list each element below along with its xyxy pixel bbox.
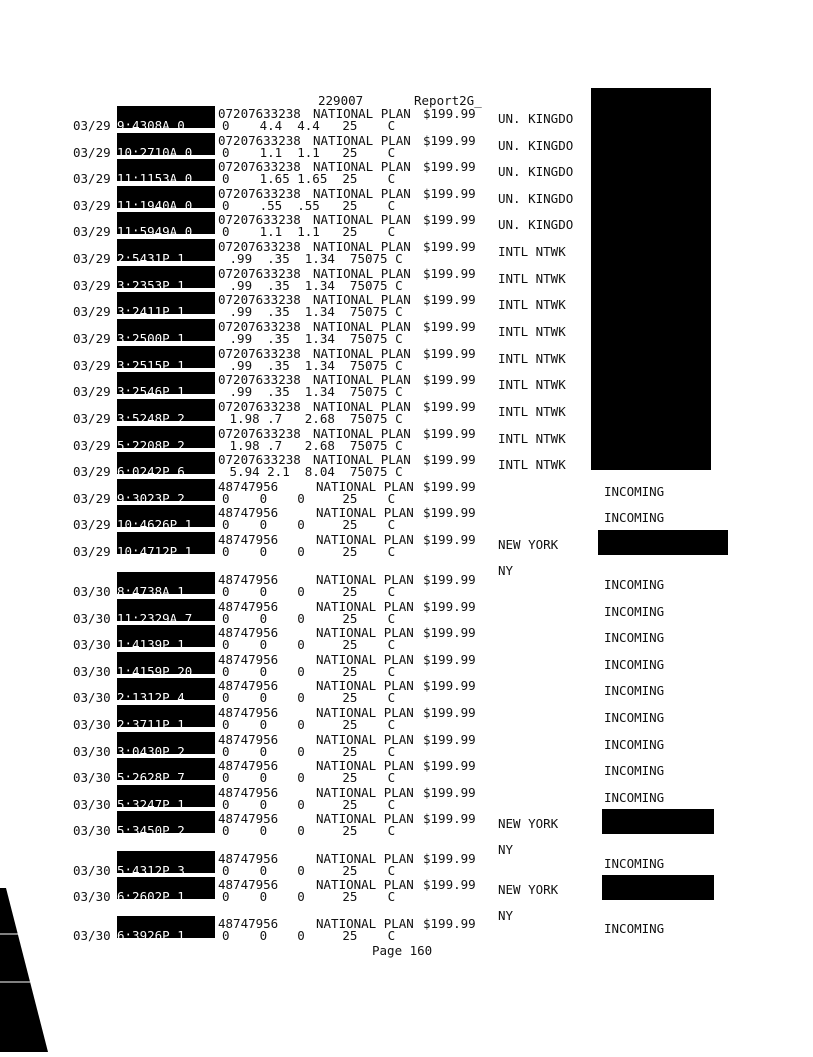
call-date: 03/30 [73, 664, 111, 679]
call-phone: 07207633238 [218, 426, 301, 441]
call-amount: $199.99 [423, 732, 476, 747]
call-date: 03/30 [73, 611, 111, 626]
call-phone: 07207633238 [218, 319, 301, 334]
call-plan: NATIONAL PLAN [316, 705, 414, 720]
call-plan: NATIONAL PLAN [316, 678, 414, 693]
call-amount: $199.99 [423, 346, 476, 361]
call-type: INCOMING [604, 737, 665, 752]
call-phone: 48747956 [218, 599, 279, 614]
call-date: 03/30 [73, 889, 111, 904]
call-time: 3:2353P 1 [117, 279, 185, 289]
call-date: 03/29 [73, 171, 111, 186]
call-values: 0 1.65 1.65 25 C [222, 171, 396, 186]
call-values: 0 0 0 25 C [222, 823, 396, 838]
call-date: 03/29 [73, 145, 111, 160]
redaction-block-right [602, 875, 714, 900]
call-location: UN. KINGDO [498, 138, 574, 153]
call-values: 0 0 0 25 C [222, 928, 396, 943]
call-phone: 48747956 [218, 532, 279, 547]
call-location: UN. KINGDO [498, 217, 574, 232]
call-phone: 07207633238 [218, 212, 301, 227]
call-values: 0 0 0 25 C [222, 717, 396, 732]
call-time: 5:2208P 2 [117, 439, 185, 449]
call-amount: $199.99 [423, 452, 476, 467]
call-values: 0 0 0 25 C [222, 664, 396, 679]
call-phone: 48747956 [218, 851, 279, 866]
call-phone: 07207633238 [218, 239, 301, 254]
call-time: 11:1153A 0 [117, 172, 193, 182]
call-date: 03/30 [73, 928, 111, 943]
call-values: 0 0 0 25 C [222, 584, 396, 599]
call-type: INCOMING [604, 763, 665, 778]
call-type: INCOMING [604, 577, 665, 592]
call-amount: $199.99 [423, 239, 476, 254]
call-time: 3:2546P 1 [117, 385, 185, 395]
call-location: INTL NTWK [498, 244, 566, 259]
call-amount: $199.99 [423, 106, 476, 121]
call-type: INCOMING [604, 630, 665, 645]
call-values: 0 0 0 25 C [222, 744, 396, 759]
call-location-state: NY [498, 908, 514, 923]
call-phone: 07207633238 [218, 452, 301, 467]
call-values: 0 0 0 25 C [222, 544, 396, 559]
call-plan: NATIONAL PLAN [316, 811, 414, 826]
report-doc-id: 229007 [318, 93, 364, 108]
call-date: 03/30 [73, 717, 111, 732]
call-amount: $199.99 [423, 811, 476, 826]
call-amount: $199.99 [423, 877, 476, 892]
call-type: INCOMING [604, 604, 665, 619]
call-date: 03/29 [73, 464, 111, 479]
call-time: 5:2628P 7 [117, 771, 185, 781]
call-type: INCOMING [604, 856, 665, 871]
call-type: INCOMING [604, 657, 665, 672]
call-amount: $199.99 [423, 426, 476, 441]
call-amount: $199.99 [423, 133, 476, 148]
call-time: 9:3023P 2 [117, 492, 185, 502]
call-values: 0 .55 .55 25 C [222, 198, 396, 213]
call-values: 0 0 0 25 C [222, 770, 396, 785]
call-date: 03/29 [73, 251, 111, 266]
call-phone: 48747956 [218, 505, 279, 520]
call-time: 3:0430P 2 [117, 745, 185, 755]
call-plan: NATIONAL PLAN [316, 758, 414, 773]
call-plan: NATIONAL PLAN [313, 452, 411, 467]
call-values: 0 0 0 25 C [222, 690, 396, 705]
call-date: 03/29 [73, 304, 111, 319]
call-values: .99 .35 1.34 75075 C [222, 384, 403, 399]
call-phone: 48747956 [218, 652, 279, 667]
call-time: 10:4626P 1 [117, 518, 193, 528]
call-location: INTL NTWK [498, 404, 566, 419]
call-amount: $199.99 [423, 599, 476, 614]
call-location: NEW YORK [498, 537, 559, 552]
call-amount: $199.99 [423, 916, 476, 931]
call-values: 0 1.1 1.1 25 C [222, 224, 396, 239]
call-phone: 48747956 [218, 625, 279, 640]
call-values: 1.98 .7 2.68 75075 C [222, 411, 403, 426]
call-type: INCOMING [604, 921, 665, 936]
call-plan: NATIONAL PLAN [313, 372, 411, 387]
call-plan: NATIONAL PLAN [313, 239, 411, 254]
call-amount: $199.99 [423, 319, 476, 334]
call-type: INCOMING [604, 710, 665, 725]
call-date: 03/29 [73, 118, 111, 133]
page-number: Page 160 [372, 943, 433, 958]
call-values: 0 0 0 25 C [222, 491, 396, 506]
call-time: 5:3247P 1 [117, 798, 185, 808]
call-time: 6:3926P 1 [117, 929, 185, 939]
call-phone: 07207633238 [218, 266, 301, 281]
call-values: .99 .35 1.34 75075 C [222, 304, 403, 319]
call-values: 0 0 0 25 C [222, 863, 396, 878]
call-location: INTL NTWK [498, 271, 566, 286]
call-plan: NATIONAL PLAN [313, 319, 411, 334]
call-phone: 48747956 [218, 732, 279, 747]
call-values: 0 0 0 25 C [222, 637, 396, 652]
call-date: 03/30 [73, 690, 111, 705]
call-location: UN. KINGDO [498, 111, 574, 126]
call-plan: NATIONAL PLAN [316, 916, 414, 931]
call-time: 8:4738A 1 [117, 585, 185, 595]
call-phone: 07207633238 [218, 399, 301, 414]
call-values: 0 0 0 25 C [222, 889, 396, 904]
call-time: 3:5248P 2 [117, 412, 185, 422]
call-date: 03/29 [73, 411, 111, 426]
call-date: 03/30 [73, 863, 111, 878]
call-values: 0 4.4 4.4 25 C [222, 118, 396, 133]
call-plan: NATIONAL PLAN [316, 732, 414, 747]
call-location: INTL NTWK [498, 431, 566, 446]
call-time: 11:2329A 7 [117, 612, 193, 622]
call-plan: NATIONAL PLAN [316, 652, 414, 667]
call-phone: 48747956 [218, 811, 279, 826]
call-location: INTL NTWK [498, 351, 566, 366]
call-location: UN. KINGDO [498, 191, 574, 206]
call-amount: $199.99 [423, 532, 476, 547]
call-amount: $199.99 [423, 572, 476, 587]
call-date: 03/29 [73, 544, 111, 559]
call-values: 5.94 2.1 8.04 75075 C [222, 464, 403, 479]
call-amount: $199.99 [423, 372, 476, 387]
call-location-state: NY [498, 842, 514, 857]
call-phone: 48747956 [218, 572, 279, 587]
call-phone: 07207633238 [218, 106, 301, 121]
call-time: 11:1940A 0 [117, 199, 193, 209]
call-plan: NATIONAL PLAN [316, 505, 414, 520]
call-amount: $199.99 [423, 625, 476, 640]
report-name: Report2G_ [414, 93, 482, 108]
call-location: NEW YORK [498, 882, 559, 897]
call-date: 03/29 [73, 278, 111, 293]
call-amount: $199.99 [423, 758, 476, 773]
call-phone: 48747956 [218, 678, 279, 693]
call-time: 9:4308A 0 [117, 119, 185, 129]
call-time: 2:1312P 4 [117, 691, 185, 701]
call-plan: NATIONAL PLAN [316, 599, 414, 614]
call-plan: NATIONAL PLAN [313, 426, 411, 441]
call-type: INCOMING [604, 683, 665, 698]
call-plan: NATIONAL PLAN [316, 479, 414, 494]
redaction-block-right [598, 530, 728, 555]
call-date: 03/30 [73, 637, 111, 652]
call-amount: $199.99 [423, 479, 476, 494]
call-date: 03/30 [73, 823, 111, 838]
call-date: 03/29 [73, 358, 111, 373]
call-plan: NATIONAL PLAN [313, 212, 411, 227]
call-values: 0 1.1 1.1 25 C [222, 145, 396, 160]
call-time: 5:3450P 2 [117, 824, 185, 834]
redaction-block-right [602, 809, 714, 834]
call-amount: $199.99 [423, 159, 476, 174]
call-time: 3:2500P 1 [117, 332, 185, 342]
call-plan: NATIONAL PLAN [313, 133, 411, 148]
call-amount: $199.99 [423, 652, 476, 667]
call-location: INTL NTWK [498, 457, 566, 472]
call-time: 3:2411P 1 [117, 305, 185, 315]
call-phone: 48747956 [218, 479, 279, 494]
call-amount: $199.99 [423, 678, 476, 693]
call-values: 0 0 0 25 C [222, 797, 396, 812]
call-values: .99 .35 1.34 75075 C [222, 251, 403, 266]
call-time: 6:2602P 1 [117, 890, 185, 900]
call-amount: $199.99 [423, 266, 476, 281]
call-location: UN. KINGDO [498, 164, 574, 179]
call-amount: $199.99 [423, 505, 476, 520]
call-date: 03/30 [73, 584, 111, 599]
call-plan: NATIONAL PLAN [316, 625, 414, 640]
call-time: 10:2710A 0 [117, 146, 193, 156]
call-plan: NATIONAL PLAN [316, 785, 414, 800]
call-date: 03/30 [73, 744, 111, 759]
call-time: 2:5431P 1 [117, 252, 185, 262]
call-amount: $199.99 [423, 851, 476, 866]
call-plan: NATIONAL PLAN [316, 532, 414, 547]
call-time: 3:2515P 1 [117, 359, 185, 369]
call-date: 03/29 [73, 438, 111, 453]
call-values: 1.98 .7 2.68 75075 C [222, 438, 403, 453]
call-type: INCOMING [604, 790, 665, 805]
call-date: 03/29 [73, 517, 111, 532]
call-location: NEW YORK [498, 816, 559, 831]
call-values: 0 0 0 25 C [222, 611, 396, 626]
call-plan: NATIONAL PLAN [316, 851, 414, 866]
call-phone: 07207633238 [218, 346, 301, 361]
call-plan: NATIONAL PLAN [313, 346, 411, 361]
call-time: 6:0242P 6 [117, 465, 185, 475]
call-location: INTL NTWK [498, 297, 566, 312]
call-location: INTL NTWK [498, 377, 566, 392]
call-values: 0 0 0 25 C [222, 517, 396, 532]
call-plan: NATIONAL PLAN [316, 572, 414, 587]
call-date: 03/29 [73, 198, 111, 213]
call-date: 03/29 [73, 491, 111, 506]
call-amount: $199.99 [423, 399, 476, 414]
call-values: .99 .35 1.34 75075 C [222, 278, 403, 293]
call-values: .99 .35 1.34 75075 C [222, 331, 403, 346]
call-time: 1:4139P 1 [117, 638, 185, 648]
call-time: 2:3711P 1 [117, 718, 185, 728]
call-type: INCOMING [604, 510, 665, 525]
call-time: 11:5949A 0 [117, 225, 193, 235]
call-plan: NATIONAL PLAN [316, 877, 414, 892]
call-phone: 48747956 [218, 877, 279, 892]
call-date: 03/30 [73, 770, 111, 785]
call-plan: NATIONAL PLAN [313, 159, 411, 174]
call-phone: 07207633238 [218, 159, 301, 174]
call-plan: NATIONAL PLAN [313, 399, 411, 414]
call-type: INCOMING [604, 484, 665, 499]
call-amount: $199.99 [423, 705, 476, 720]
call-date: 03/29 [73, 331, 111, 346]
call-phone: 07207633238 [218, 292, 301, 307]
call-time: 5:4312P 3 [117, 864, 185, 874]
call-location: INTL NTWK [498, 324, 566, 339]
call-date: 03/30 [73, 797, 111, 812]
call-phone: 07207633238 [218, 186, 301, 201]
call-amount: $199.99 [423, 186, 476, 201]
call-location-state: NY [498, 563, 514, 578]
call-time: 1:4159P 20 [117, 665, 193, 675]
call-values: .99 .35 1.34 75075 C [222, 358, 403, 373]
call-amount: $199.99 [423, 292, 476, 307]
call-plan: NATIONAL PLAN [313, 186, 411, 201]
call-plan: NATIONAL PLAN [313, 106, 411, 121]
call-phone: 48747956 [218, 758, 279, 773]
call-phone: 07207633238 [218, 372, 301, 387]
call-phone: 48747956 [218, 705, 279, 720]
call-time: 10:4712P 1 [117, 545, 193, 555]
call-phone: 48747956 [218, 785, 279, 800]
call-amount: $199.99 [423, 212, 476, 227]
call-phone: 48747956 [218, 916, 279, 931]
call-plan: NATIONAL PLAN [313, 292, 411, 307]
call-amount: $199.99 [423, 785, 476, 800]
call-phone: 07207633238 [218, 133, 301, 148]
call-plan: NATIONAL PLAN [313, 266, 411, 281]
call-date: 03/29 [73, 384, 111, 399]
call-date: 03/29 [73, 224, 111, 239]
